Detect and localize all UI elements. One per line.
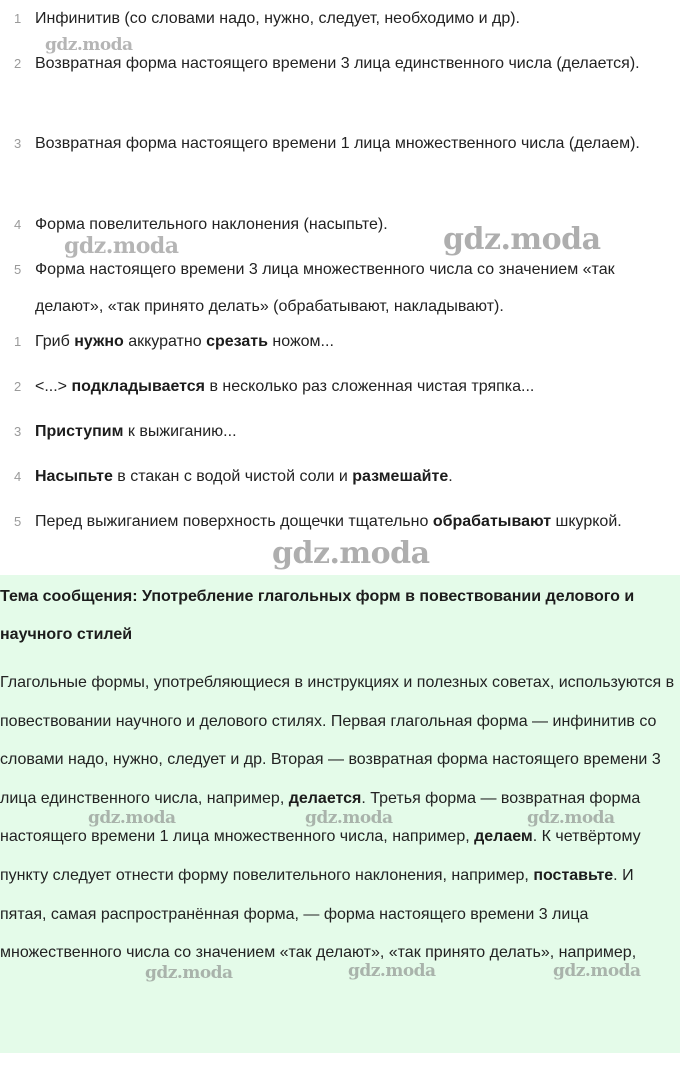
text-span: Глагольные формы, употребляющиеся в инструкциях и полезных советах, используются в повествовании научного и делового стилях. Первая глагольная форма — инфинитив со словами надо, нужно, следует и др. Вторая — возвратная форма настоящего времени 3 лица единственного числа, например, <box>0 674 675 807</box>
item-number: 4 <box>14 217 22 232</box>
text-span: Возвратная форма настоящего времени 1 лица множественного числа (делаем). <box>35 135 640 152</box>
text-span: . И пятая, самая распространённая форма, — форма настоящего времени 3 лица множественного числа со значением «так делают», «так принято делать», например, <box>0 866 637 962</box>
bold-verb: Приступим <box>35 423 124 440</box>
watermark: gdz.moda <box>443 222 601 257</box>
bold-verb: поставьте <box>533 866 614 884</box>
item-number: 2 <box>14 379 22 394</box>
watermark: gdz.moda <box>553 961 641 981</box>
item-text <box>35 45 655 82</box>
watermark: gdz.moda <box>145 963 233 983</box>
item-text <box>35 323 655 360</box>
text-span: . Третья форма — возвратная форма настоящего времени 1 лица множественного числа, например, <box>0 789 641 846</box>
text-span: в несколько раз сложенная чистая тряпка... <box>205 378 535 395</box>
bold-verb: нужно <box>74 333 124 350</box>
watermark: gdz.moda <box>527 808 615 828</box>
message-box <box>0 575 680 1053</box>
item-number: 1 <box>14 11 22 26</box>
text-span: аккуратно <box>123 333 207 350</box>
watermark: gdz.moda <box>272 536 430 571</box>
bold-verb: делаем <box>474 828 533 846</box>
text-span: Перед выжиганием поверхность дощечки тщательно <box>35 513 433 530</box>
watermark: gdz.moda <box>348 961 436 981</box>
item-number: 5 <box>14 514 22 529</box>
item-number: 2 <box>14 56 22 71</box>
text-span: Возвратная форма настоящего времени 3 лица единственного числа (делается). <box>35 55 640 72</box>
bold-verb: делается <box>288 789 362 807</box>
text-span: Форма настоящего времени 3 лица множественного числа со значением «так делают», «так принято делать» (обрабатывают, накладывают). <box>35 261 615 315</box>
bold-verb: размешайте <box>352 468 449 485</box>
bold-verb: Насыпьте <box>35 468 113 485</box>
watermark: gdz.moda <box>45 35 133 55</box>
watermark: gdz.moda <box>88 808 176 828</box>
item-number: 3 <box>14 136 22 151</box>
text-span: <...> <box>35 378 72 395</box>
item-text <box>35 458 655 495</box>
text-span: Форма повелительного наклонения (насыпьте). <box>35 216 388 233</box>
item-number: 4 <box>14 469 22 484</box>
item-text <box>35 251 655 325</box>
text-span: в стакан с водой чистой соли и <box>112 468 353 485</box>
item-text <box>35 206 655 243</box>
message-title: Тема сообщения: Употребление глагольных форм в повествовании делового и научного стилей <box>0 588 635 643</box>
text-span: Гриб <box>35 333 75 350</box>
message-paragraph <box>0 664 680 973</box>
text-span: к выжиганию... <box>123 423 237 440</box>
text-span: ножом... <box>267 333 334 350</box>
item-text <box>35 0 655 37</box>
item-text <box>35 368 655 405</box>
bold-verb: срезать <box>206 333 268 350</box>
item-text <box>35 125 655 162</box>
text-span: . <box>448 468 453 485</box>
text-span: шкуркой. <box>551 513 622 530</box>
text-span: . К четвёртому пункту следует отнести форму повелительного наклонения, например, <box>0 828 641 884</box>
item-text <box>35 413 655 450</box>
watermark: gdz.moda <box>305 808 393 828</box>
text-span: Инфинитив (со словами надо, нужно, следует, необходимо и др). <box>35 10 520 27</box>
item-number: 5 <box>14 262 22 277</box>
item-text <box>35 503 655 540</box>
bold-verb: обрабатывают <box>432 513 552 530</box>
bold-verb: подкладывается <box>71 378 206 395</box>
item-number: 3 <box>14 424 22 439</box>
watermark: gdz.moda <box>64 233 179 259</box>
item-number: 1 <box>14 334 22 349</box>
